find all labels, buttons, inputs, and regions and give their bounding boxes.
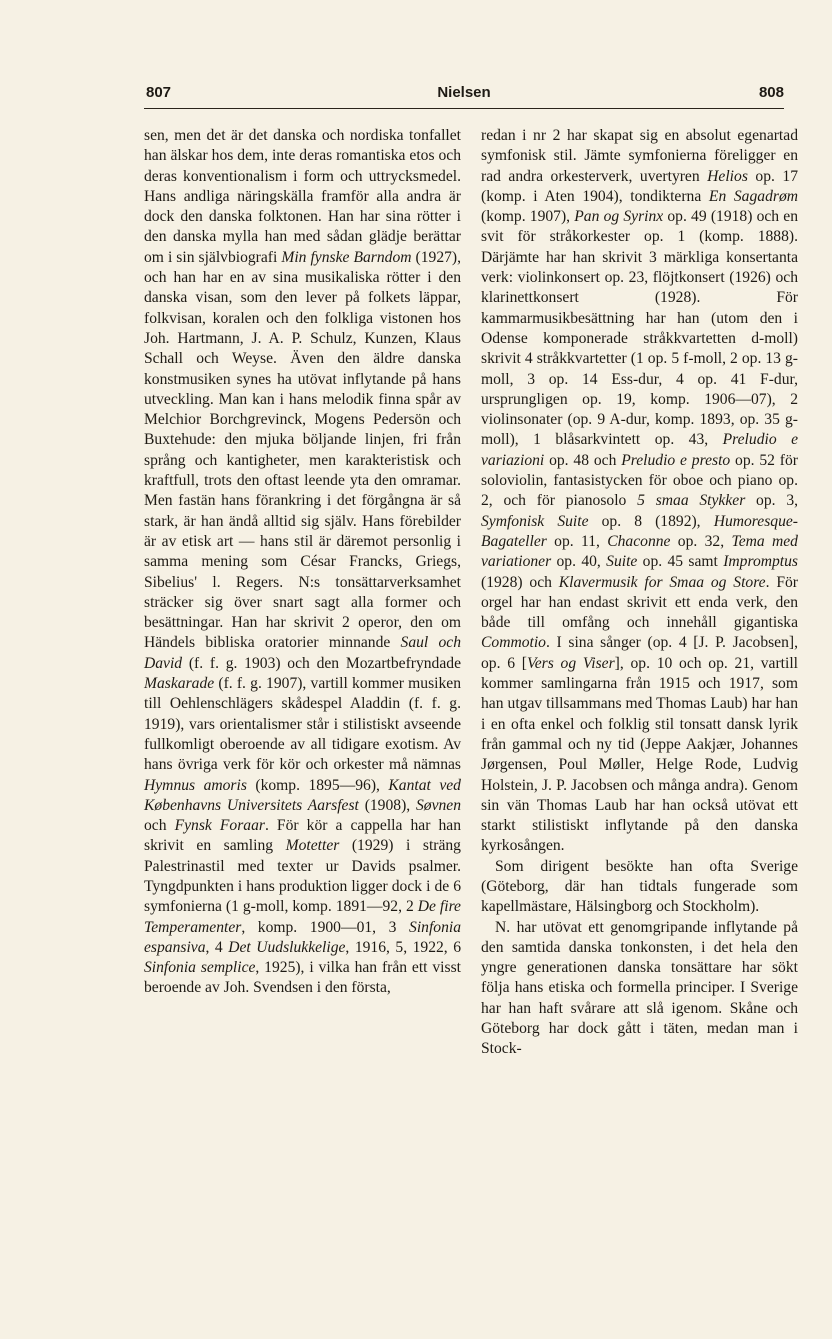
- running-title: Nielsen: [437, 84, 491, 101]
- paragraph: redan i nr 2 har skapat sig en absolut egenartad symfonisk stil. Jämte symfonierna föreligger en rad andra orkesterverk, uvertyren Helios op. 17 (komp. i Aten 1904), tondikterna En Sagadrøm (komp. 1907), Pan og Syrinx op. 49 (1918) och en svit för stråkorkester op. 1 (komp. 1888). Därjämte har han skrivit 3 märkliga konsertanta verk: violinkonsert op. 23, flöjtkonsert (1926) och klarinettkonsert (1928). För kammarmusikbesättning har han (utom den i Odense komponerade stråkkvartetten d-moll) skrivit 4 stråkkvartetter (1 op. 5 f-moll, 2 op. 13 g-moll, 3 op. 14 Ess-dur, 4 op. 41 F-dur, ursprungligen op. 19, komp. 1906—07), 2 violinsonater (op. 9 A-dur, komp. 1893, op. 35 g-moll), 1 blåsarkvintett op. 43, Preludio e variazioni op. 48 och Preludio e presto op. 52 för soloviolin, fantasistycken för oboe och piano op. 2, och för pianosolo 5 smaa Stykker op. 3, Symfonisk Suite op. 8 (1892), Humoresque-Bagateller op. 11, Chaconne op. 32, Tema med variationer op. 40, Suite op. 45 samt Impromptus (1928) och Klavermusik for Smaa og Store. För orgel har han endast skrivit ett enda verk, den både till omfång och innehåll gigantiska Commotio. I sina sånger (op. 4 [J. P. Jacobsen], op. 6 [Vers og Viser], op. 10 och op. 21, vartill kommer samlingarna från 1915 och 1917, som han utgav tillsammans med Thomas Laub) har han i en ofta enkel och folklig stil tonsatt dansk lyrik från gammal och ny tid (Jeppe Aakjær, Johannes Jørgensen, Poul Møller, Helge Rode, Ludvig Holstein, J. P. Jacobsen och många andra). Genom sin vän Thomas Laub har han också utövat ett starkt stilistiskt inflytande på den danska kyrkosången.: [481, 127, 799, 855]
- page-number-right: 808: [758, 84, 784, 101]
- page-number-left: 807: [146, 84, 172, 101]
- paragraph: N. har utövat ett genomgripande inflytande på den samtida danska tonkonsten, i det hela den yngre generationen danska tonsättare har sökt följa hans etiska och formella principer. I Sverige har han haft svårare att slå igenom. Skåne och Göteborg har dock gått i täten, medan man i Stock-: [481, 918, 798, 1058]
- paragraph: sen, men det är det danska och nordiska tonfallet han älskar hos dem, inte deras romantiska etos och deras konventionalism i form och uttrycksmedel. Hans andliga näringskälla framför alla andra är dock den danska folktonen. Han har sina rötter i den danska mylla han med sådan glädje berättar om i sin självbiografi Min fynske Barndom (1927), och han har en av sina musikaliska rötter i den danska visan, som den lever på folkets läppar, folkvisan, koralen och den folkliga vistonen hos Joh. Hartmann, J. A. P. Schulz, Kunzen, Klaus Schall och Weyse. Även den äldre danska konstmusiken synes ha utövat inflytande på hans utveckling. Man kan i hans melodik finna spår av Melchior Borchgrevinck, Mogens Pedersön och Buxtehude: den mjuka böljande linjen, fri från språng och kantigheter, men karakteristisk och kraftfull, trots den oftast leende yta den omramar. Men fastän hans förankring i det förgångna är så stark, är han ändå alltid sig själv. Hans förebilder är av etisk art — hans stil är däremot personlig i samma mening som César Francks, Griegs, Sibelius' l. Regers. N:s tonsättarverksamhet sträcker sig över snart sagt alla former och besättningar. Han har skrivit 2 operor, den om Händels bibliska oratorier minnande Saul och David (f. f. g. 1903) och den Mozartbefryndade Maskarade (f. f. g. 1907), vartill kommer musiken till Oehlenschlägers skådespel Aladdin (f. f. g. 1919), vars orientalismer står i stilistiskt avseende fullkomligt oberoende av all tidigare exotism. Av hans övriga verk för kör och orkester må nämnas Hymnus amoris (komp. 1895—96), Kantat ved Københavns Universitets Aarsfest (1908), Søvnen och Fynsk Foraar. För kör a cappella har han skrivit en samling Motetter (1929) i sträng Palestrinastil med texter ur Davids psalmer. Tyngdpunkten i hans produktion ligger dock i de 6 symfonierna (1 g-moll, komp. 1891—92, 2 De fire Temperamenter, komp. 1900—01, 3 Sinfonia espansiva, 4 Det Uudslukkelige, 1916, 5, 1922, 6 Sinfonia semplice, 1925), i vilka han från ett visst beroende av Joh. Svendsen i den första,: [144, 127, 462, 997]
- paragraph: Som dirigent besökte han ofta Sverige (Göteborg, där han tidtals fungerade som kapellmästare, Hälsingborg och Stockholm).: [481, 857, 798, 916]
- text-column-left: [144, 126, 461, 999]
- page-header: [144, 78, 784, 109]
- text-column-right: [481, 126, 798, 1060]
